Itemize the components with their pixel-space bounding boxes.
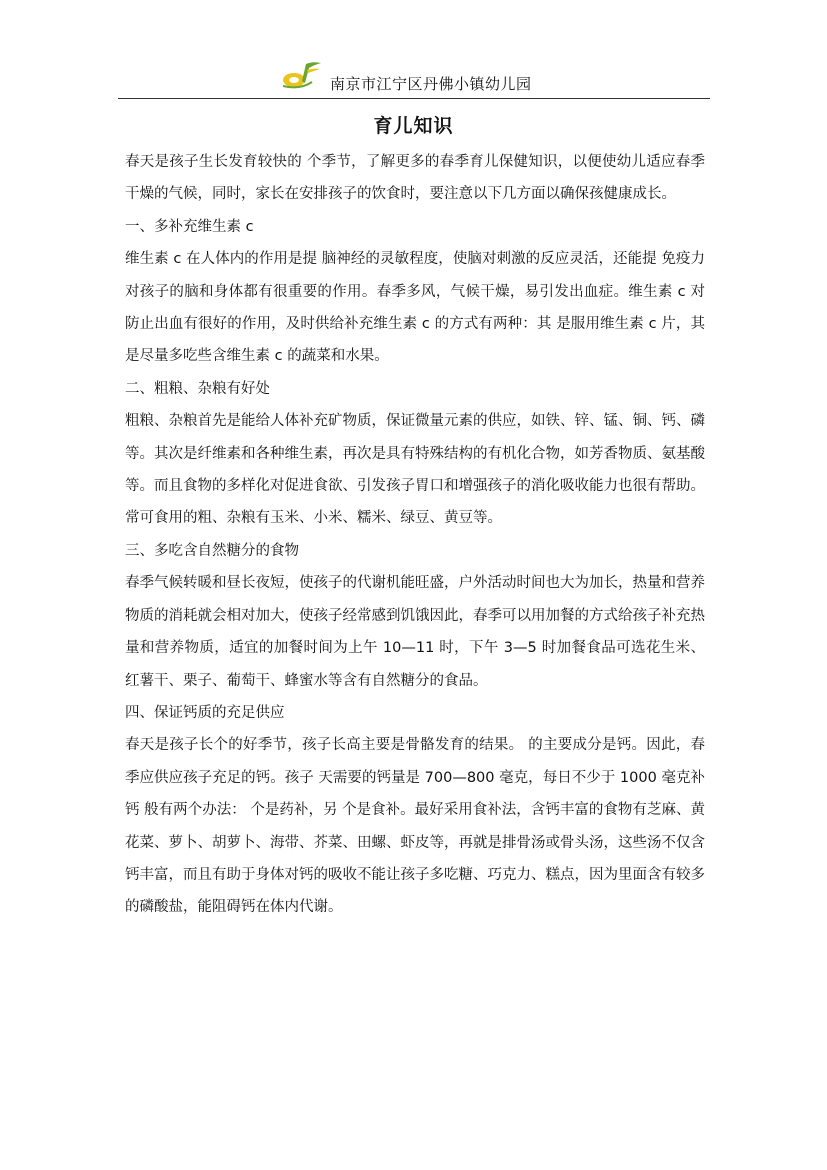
school-name: 南京市江宁区丹佛小镇幼儿园 <box>330 75 532 93</box>
section-heading: 四、保证钙质的充足供应 <box>125 704 285 721</box>
section-paragraph: 维生素 c 在人体内的作用是提 脑神经的灵敏程度，使脑对刺激的反应灵活，还能提 免疫力对孩子的脑和身体都有很重要的作用。春季多风，气候干燥，易引发出血症。维生素 c 对防止出血有很好的作用，及时供给补充维生素 c 的方式有两种：其 是服用维生素 c 片，其 是尽量多吃些含维生素 c 的蔬菜和水果。 <box>125 251 705 365</box>
document-body <box>125 146 705 924</box>
section-paragraph: 粗粮、杂粮首先是能给人体补充矿物质，保证微量元素的供应，如铁、锌、锰、铜、钙、磷等。其次是纤维素和各种维生素，再次是具有特殊结构的有机化合物，如芳香物质、氨基酸等。而且食物的多样化对促进食欲、引发孩子胃口和增强孩子的消化吸收能力也很有帮助。常可食用的粗、杂粮有玉米、小米、糯米、绿豆、黄豆等。 <box>125 413 705 527</box>
section-paragraph: 春季气候转暖和昼长夜短，使孩子的代谢机能旺盛，户外活动时间也大为加长，热量和营养物质的消耗就会相对加大，使孩子经常感到饥饿因此，春季可以用加餐的方式给孩子补充热量和营养物质，适宜的加餐时间为上午 10—11 时，下午 3—5 时加餐食品可选花生米、红薯干、栗子、葡萄干、蜂蜜水等含有自然糖分的食品。 <box>125 575 705 689</box>
page-header <box>118 58 710 99</box>
document-title: 育儿知识 <box>373 115 454 137</box>
section-heading: 一、多补充维生素 c <box>125 218 254 235</box>
section-heading: 二、粗粮、杂粮有好处 <box>125 380 270 397</box>
section-paragraph: 春天是孩子长个的好季节，孩子长高主要是骨骼发育的结果。 的主要成分是钙。因此，春季应供应孩子充足的钙。孩子 天需要的钙量是 700—800 毫克，每日不少于 1000 毫克补钙 般有两个办法： 个是药补，另 个是食补。最好采用食补法，含钙丰富的食物有芝麻、黄花菜、萝卜、胡萝卜、海带、芥菜、田螺、虾皮等，再就是排骨汤或骨头汤，这些汤不仅含钙丰富，而且有助于身体对钙的吸收不能让孩子多吃糖、巧克力、糕点，因为里面含有较多的磷酸盐，能阻碍钙在体内代谢。 <box>125 737 705 916</box>
intro-paragraph: 春天是孩子生长发育较快的 个季节，了解更多的春季育儿保健知识，以便使幼儿适应春季干燥的气候，同时，家长在安排孩子的饮食时，要注意以下几方面以确保孩健康成长。 <box>125 154 705 203</box>
kindergarten-logo-icon <box>280 60 324 90</box>
section-heading: 三、多吃含自然糖分的食物 <box>125 542 299 559</box>
